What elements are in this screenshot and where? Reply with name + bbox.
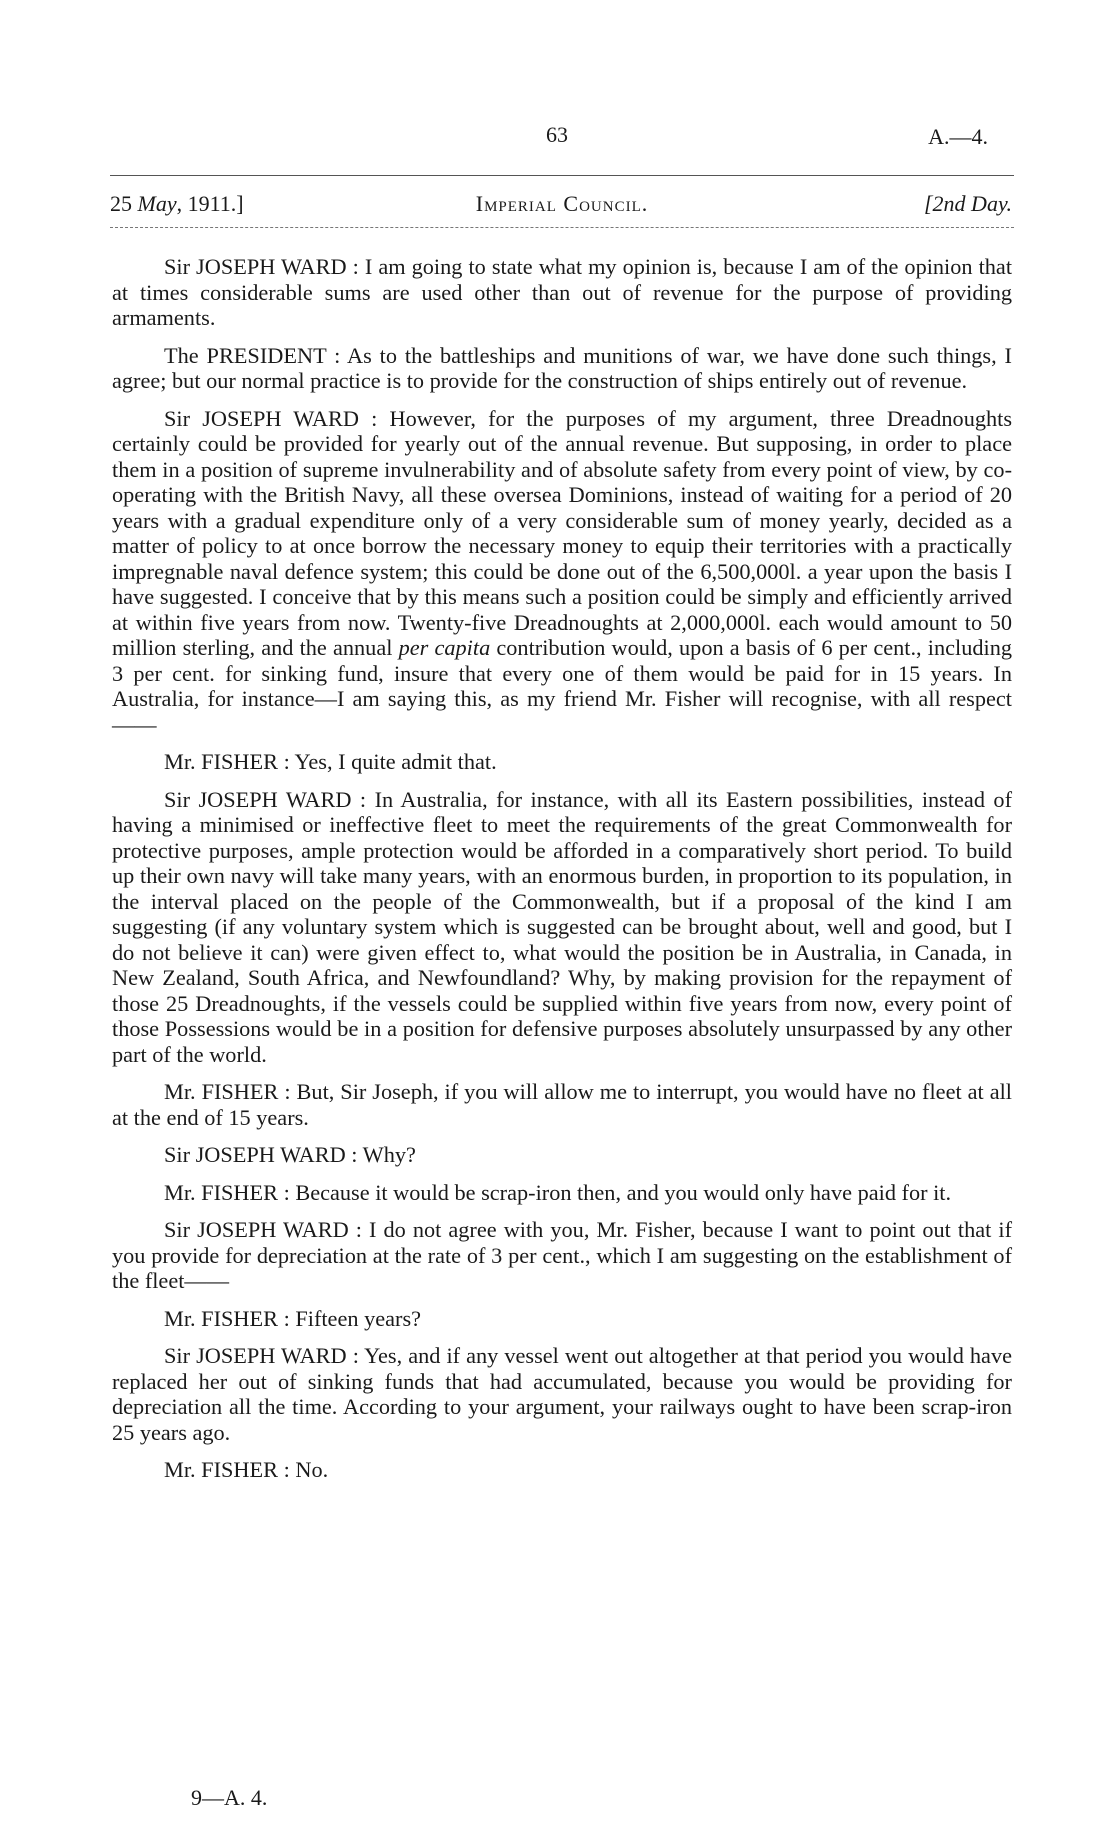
speaker-name: Sir JOSEPH WARD [164,1343,347,1368]
italic-term: per capita [398,635,491,660]
speech-paragraph: Mr. FISHER : Yes, I quite admit that. [164,749,497,774]
running-header [110,191,1014,221]
header-rule-top [110,175,1014,176]
speaker-name: Mr. FISHER [164,1305,278,1331]
speech-text: Yes, I quite admit that. [294,749,497,774]
speech-text: As to the battleships and munitions of war, we have done such things, I agree; but our normal practice is to provide for the construction of ships entirely out of revenue. [112,342,1012,393]
speech-paragraph: Sir JOSEPH WARD : I do not agree with you, Mr. Fisher, because I want to point out that if you provide for depreciation at the rate of 3 per cent., which I am suggesting on the establishment of the fleet—— [112,1217,1013,1293]
speech-paragraph: Sir JOSEPH WARD : I am going to state what my opinion is, because I am of the opinion that at times considerable sums are used other than out of revenue for the purpose of providing armaments. [112,254,1013,330]
speaker-name: Sir JOSEPH WARD [164,786,352,812]
speech-paragraph: Mr. FISHER : But, Sir Joseph, if you will allow me to interrupt, you would have no fleet at all at the end of 15 years. [112,1079,1012,1130]
speech-paragraph: Sir JOSEPH WARD : However, for the purposes of my argument, three Dreadnoughts certainly could be provided for yearly out of the annual revenue. But supposing, in order to place them in a position of supreme invulnerability and of absolute safety from every point of view, by co-operating with the British Navy, all these oversea Dominions, instead of waiting for a period of 20 years with a gradual expenditure only of a very considerable sum of money yearly, decided as a matter of policy to at once borrow the necessary money to equip their territories with a practically impregnable naval defence system; this could be done out of the 6,500,000l. a year upon the basis I have suggested. I conceive that by this means such a position could be simply and efficiently arrived at within five years from now. Twenty-five Dreadnoughts at 2,000,000l. each would amount to 50 million sterling, and the annual per capita contribution would, upon a basis of 6 per cent., including 3 per cent. for sinking fund, insure that every one of them would be paid for in 15 years. In Australia, for instance—I am saying this, as my friend Mr. Fisher will recognise, with all respect—— [112,405,1013,737]
page-number: 63 [546,122,568,147]
speech-paragraph: Sir JOSEPH WARD : Why? [164,1142,416,1167]
speech-paragraph: Sir JOSEPH WARD : In Australia, for instance, with all its Eastern possibilities, instead of having a minimised or ineffective fleet to meet the requirements of the great Commonwealth for protective purposes, ample protection would be afforded in a comparatively short period. To build up their own navy will take many years, with an enormous burden, in proportion to its population, in the interval placed on the people of the Commonwealth, but if a proposal of the kind I am suggesting (if any voluntary system which is suggested can be brought about, well and good, but I do not believe it can) were given effect to, what would the position be in Australia, in Canada, in New Zealand, South Africa, and Newfoundland? Why, by making provision for the repayment of those 25 Dreadnoughts, if the vessels could be supplied within five years from now, every point of those Possessions would be in a position for defensive purposes absolutely unsurpassed by any other part of the world. [112,786,1013,1067]
paper-reference: A.—4. [928,124,988,149]
speaker-name: Sir JOSEPH WARD [164,405,359,431]
speaker-name: Sir JOSEPH WARD [164,1142,346,1167]
speech-text: I do not agree with you, Mr. Fisher, because I want to point out that if you provide for depreciation at the rate of 3 per cent., which I am suggesting on the establishment of the fleet—— [112,1217,1013,1293]
speaker-name: Sir JOSEPH WARD [164,1217,349,1242]
speaker-name: Mr. FISHER [164,1179,278,1205]
speech-paragraph: The PRESIDENT : As to the battleships and munitions of war, we have done such things, I agree; but our normal practice is to provide for the construction of ships entirely out of revenue. [112,342,1012,393]
speech-text: Fifteen years? [295,1305,422,1331]
speech-paragraph: Mr. FISHER : Because it would be scrap-iron then, and you would only have paid for it. [164,1179,952,1205]
speech-text-continued: contribution would, upon a basis of 6 per cent., including 3 per cent. for sinking fund, insure that every one of them would be paid for in 15 years. In Australia, for instance—I am saying this, as my friend Mr. Fisher will recognise, with all respect—— [112,635,1012,737]
speech-text: Because it would be scrap-iron then, and you would only have paid for it. [295,1179,952,1205]
speech-text: Yes, and if any vessel went out altogether at that period you would have replaced her out of sinking funds that had accumulated, because you would be providing for depreciation all the time. According to your argument, your railways ought to have been scrap-iron 25 years ago. [112,1343,1012,1445]
speech-paragraph: Mr. FISHER : Fifteen years? [164,1305,422,1331]
speaker-name: Mr. FISHER [164,749,278,774]
speech-text: I am going to state what my opinion is, because I am of the opinion that at times considerable sums are used other than out of revenue for the purpose of providing armaments. [112,254,1013,330]
speaker-name: Mr. FISHER [164,1457,278,1482]
header-date: 25 May, 1911.] [110,191,244,216]
speech-text: But, Sir Joseph, if you will allow me to interrupt, you would have no fleet at all at the end of 15 years. [112,1079,1012,1130]
speaker-name: The PRESIDENT [164,342,327,368]
speaker-name: Mr. FISHER [164,1079,279,1104]
header-title: Imperial Council. [475,191,649,216]
sheet-signature: 9—A. 4. [191,1785,268,1810]
header-rule-bottom [110,227,1014,228]
speech-text: Why? [362,1142,416,1167]
transcript-body [112,254,1012,1495]
speech-paragraph: Sir JOSEPH WARD : Yes, and if any vessel went out altogether at that period you would have replaced her out of sinking funds that had accumulated, because you would be providing for depreciation all the time. According to your argument, your railways ought to have been scrap-iron 25 years ago. [112,1343,1012,1445]
speech-text: In Australia, for instance, with all its Eastern possibilities, instead of having a minimised or ineffective fleet to meet the requirements of the great Commonwealth for protective purposes, ample protection would be afforded in a comparatively short period. To build up their own navy will take many years, with an enormous burden, in proportion to its population, in the interval placed on the people of the Commonwealth, but if a proposal of the kind I am suggesting (if any voluntary system which is suggested can be brought about, well and good, but I do not believe it can) were given effect to, what would the position be in Australia, in Canada, in New Zealand, South Africa, and Newfoundland? Why, by making provision for the repayment of those 25 Dreadnoughts, if the vessels could be supplied within five years from now, every point of those Possessions would be in a position for defensive purposes absolutely unsurpassed by any other part of the world. [112,786,1013,1067]
speech-text: No. [295,1457,329,1482]
speaker-name: Sir JOSEPH WARD [164,254,347,279]
speech-text: However, for the purposes of my argument, three Dreadnoughts certainly could be provided for yearly out of the annual revenue. But supposing, in order to place them in a position of supreme invulnerability and of absolute safety from every point of view, by co-operating with the British Navy, all these oversea Dominions, instead of waiting for a period of 20 years with a gradual expenditure only of a very considerable sum of money yearly, decided as a matter of policy to at once borrow the necessary money to equip their territories with a practically impregnable naval defence system; this could be done out of the 6,500,000l. a year upon the basis I have suggested. I conceive that by this means such a position could be simply and efficiently arrived at within five years from now. Twenty-five Dreadnoughts at 2,000,000l. each would amount to 50 million sterling, and the annual [112,405,1013,660]
speech-paragraph: Mr. FISHER : No. [164,1457,329,1482]
header-day: [2nd Day. [924,191,1012,216]
